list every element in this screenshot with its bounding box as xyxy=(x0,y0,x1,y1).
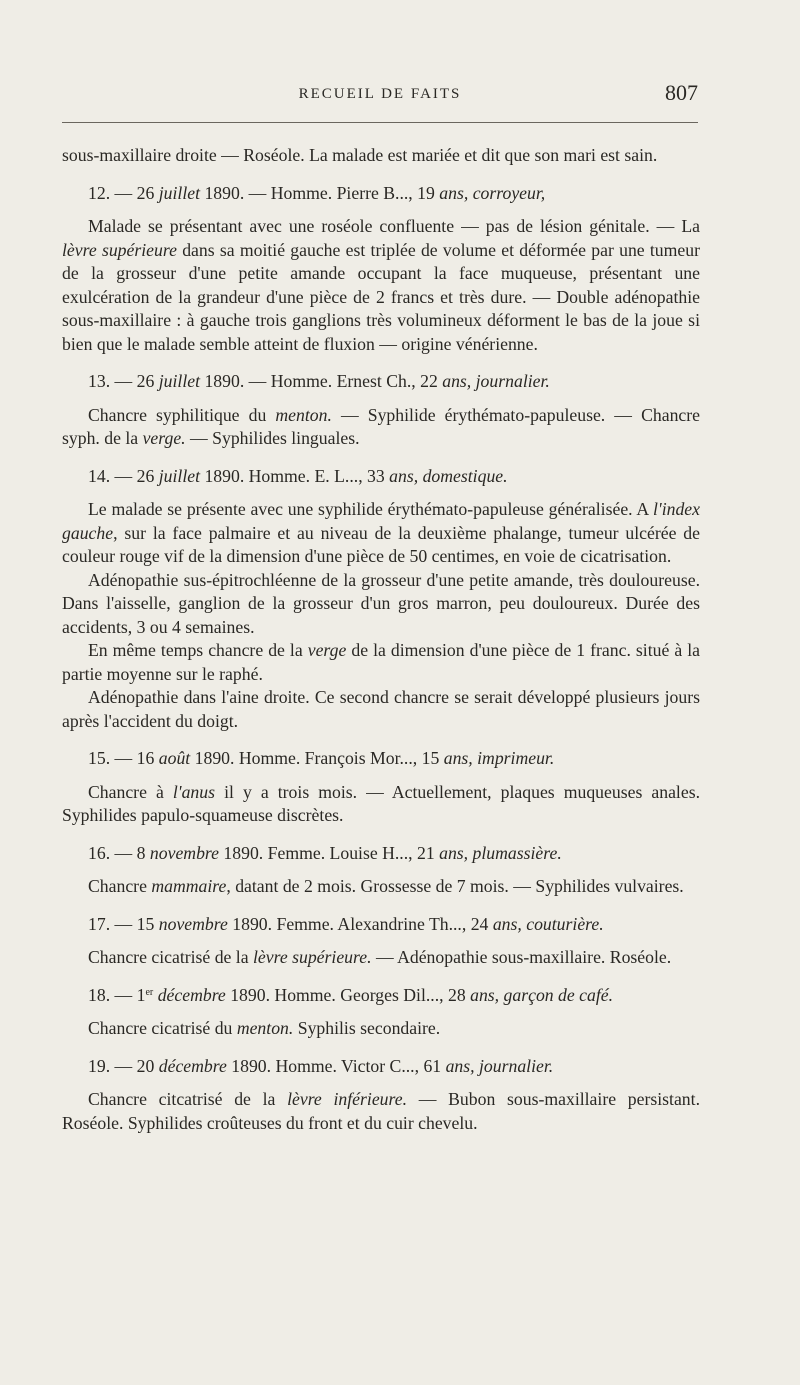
case-number: 14. xyxy=(88,465,111,486)
case-number: 12. xyxy=(88,182,111,203)
case-patient-name: Victor C..., xyxy=(341,1055,420,1076)
case-patient-name: E. L..., xyxy=(314,465,363,486)
case-year: 1890. xyxy=(204,371,245,391)
case-description xyxy=(62,1088,700,1135)
text-run: — Bubon sous-maxillaire persistant. Roséole. Syphilides croûteuses du front et du cuir chevelu. xyxy=(62,1089,700,1133)
page-number: 807 xyxy=(665,80,698,105)
case-age-unit: ans, xyxy=(389,465,419,486)
text-run: Chancre cicatrisé de la xyxy=(88,947,253,967)
case-age: 24 xyxy=(470,913,489,934)
text-run: Chancre citcatrisé de la xyxy=(88,1089,288,1109)
case-number: 13. xyxy=(88,371,111,391)
case-number: 19. xyxy=(88,1055,111,1076)
case-age-unit: ans, xyxy=(439,182,469,203)
case-description xyxy=(62,875,700,899)
text-run: — Syphilides linguales. xyxy=(185,428,360,448)
case-year: 1890. xyxy=(223,842,264,863)
italic-term: lèvre supérieure. xyxy=(253,947,372,967)
text-run: il y a trois mois. — Actuellement, plaques muqueuses anales. Syphilides papulo-squameuse discrètes. xyxy=(62,781,700,825)
italic-term: l'index gauche xyxy=(62,499,700,543)
case-age: 21 xyxy=(417,842,435,863)
case-sex: Femme. xyxy=(276,913,334,934)
case-separator: — xyxy=(110,984,137,1005)
case-patient-name: Alexandrine Th..., xyxy=(337,913,467,934)
case-day: 20 xyxy=(136,1055,155,1076)
page-header xyxy=(62,80,698,114)
header-rule xyxy=(62,122,698,123)
italic-term: lèvre inférieure. xyxy=(287,1089,408,1109)
case-sex: Homme. xyxy=(238,748,301,768)
case-description xyxy=(62,686,700,733)
case-separator: — xyxy=(244,371,271,391)
text-run: — Syphilide érythémato-papuleuse. — Chancre syph. de la xyxy=(62,404,701,448)
case-patient-name: Georges Dil..., xyxy=(340,984,444,1005)
case-occupation: journalier. xyxy=(475,371,550,391)
case-occupation: garçon de café. xyxy=(503,984,614,1005)
case-month: juillet xyxy=(158,371,201,391)
text-run: Adénopathie dans l'aine droite. Ce second chancre se serait développé plusieurs jours après l'accident du doigt. xyxy=(62,687,700,731)
case-sex: Femme. xyxy=(267,842,326,863)
text-run: Chancre cicatrisé du xyxy=(88,1018,237,1038)
case-month: décembre xyxy=(157,984,226,1005)
case-separator: — xyxy=(110,1055,137,1076)
text-run: de la dimension d'une pièce de 1 franc. situé à la partie moyenne sur le raphé. xyxy=(62,640,701,684)
case-heading xyxy=(62,913,700,937)
text-run: , sur la face palmaire et au niveau de la deuxième phalange, tumeur ulcérée de couleur rouge vif de la dimension d'une pièce de 50 centimes, en voie de cicatrisation. xyxy=(62,522,700,566)
case-age: 33 xyxy=(367,465,385,486)
case-occupation: journalier. xyxy=(478,1055,554,1076)
case-heading xyxy=(62,465,700,489)
case-heading xyxy=(62,984,700,1008)
case-age-unit: ans, xyxy=(470,984,500,1005)
case-occupation: couturière. xyxy=(526,913,604,934)
case-month: décembre xyxy=(158,1055,227,1076)
case-age-unit: ans, xyxy=(442,371,472,391)
case-age-unit: ans, xyxy=(443,748,473,768)
case-year: 1890. xyxy=(204,465,245,486)
case-month: juillet xyxy=(158,182,201,203)
case-month: novembre xyxy=(158,913,228,934)
case-separator: — xyxy=(110,465,137,486)
case-age: 19 xyxy=(417,182,435,203)
case-year: 1890. xyxy=(231,1055,272,1076)
case-year: 1890. xyxy=(194,748,235,768)
case-age: 15 xyxy=(421,748,440,768)
case-sex: Homme. xyxy=(275,1055,337,1076)
case-description xyxy=(62,946,700,970)
case-patient-name: Pierre B..., xyxy=(336,182,413,203)
text-run: , datant de 2 mois. Grossesse de 7 mois. — Syphilides vulvaires. xyxy=(226,876,684,896)
case-description xyxy=(62,639,700,686)
case-occupation: imprimeur. xyxy=(477,748,555,768)
case-age: 22 xyxy=(420,371,438,391)
case-patient-name: François Mor..., xyxy=(304,748,418,768)
case-month: août xyxy=(158,748,191,768)
case-separator: — xyxy=(110,371,137,391)
case-age: 28 xyxy=(448,984,466,1005)
case-month: novembre xyxy=(149,842,219,863)
italic-term: menton. xyxy=(236,1018,294,1038)
case-separator: — xyxy=(110,182,137,203)
text-run: Adénopathie sus-épitrochléenne de la grosseur d'une petite amande, très douloureuse. Dans l'aisselle, ganglion de la grosseur d'un gros marron, peu douloureux. Durée des accidents, 3 ou 4 semaines. xyxy=(62,569,700,637)
text-body xyxy=(62,144,700,1135)
case-description xyxy=(62,404,700,451)
italic-term: verge xyxy=(307,640,347,660)
case-separator: — xyxy=(244,182,271,203)
case-day: 26 xyxy=(136,182,155,203)
case-number: 18. xyxy=(88,984,111,1005)
case-day: 8 xyxy=(136,842,146,863)
italic-term: verge. xyxy=(142,428,186,448)
case-patient-name: Louise H..., xyxy=(329,842,413,863)
case-day-suffix: er xyxy=(145,986,154,998)
case-year: 1890. xyxy=(232,913,273,934)
case-age-unit: ans, xyxy=(492,913,522,934)
case-separator: — xyxy=(110,748,137,768)
case-day: 26 xyxy=(136,371,155,391)
text-run: Chancre à xyxy=(88,781,173,802)
text-run: Chancre syphilitique du xyxy=(88,404,276,425)
case-sex: Homme. xyxy=(274,984,336,1005)
case-number: 17. xyxy=(88,913,111,934)
case-year: 1890. xyxy=(230,984,270,1005)
text-run: Malade se présentant avec une roséole confluente — pas de lésion génitale. — La xyxy=(88,216,700,236)
case-description xyxy=(62,1017,700,1041)
intro-paragraph: sous-maxillaire droite — Roséole. La malade est mariée et dit que son mari est sain. xyxy=(62,145,658,165)
case-day: 16 xyxy=(136,748,155,768)
text-run: dans sa moitié gauche est triplée de volume et déformée par une tumeur de la grosseur d'une petite amande occupant la face muqueuse, présentant une exulcération de la grandeur d'une pièce de 2 francs et très dure. — Double adénopathie sous-maxillaire : à gauche trois ganglions très volumineux déforment le bas de la joue si bien que le malade semble atteint de fluxion — origine vénérienne. xyxy=(62,239,700,354)
case-sex: Homme. xyxy=(248,465,311,486)
case-occupation: domestique. xyxy=(422,465,508,486)
case-separator: — xyxy=(110,842,137,863)
case-sex: Homme. xyxy=(270,182,333,203)
text-run: — Adénopathie sous-maxillaire. Roséole. xyxy=(371,947,672,967)
case-year: 1890. xyxy=(204,182,245,203)
case-month: juillet xyxy=(158,465,201,486)
text-run: Le malade se présente avec une syphilide érythémato-papuleuse généralisée. A xyxy=(88,499,653,519)
case-age-unit: ans, xyxy=(439,842,469,863)
case-heading xyxy=(62,842,700,866)
case-number: 16. xyxy=(88,842,111,863)
case-description xyxy=(62,215,700,356)
case-occupation: corroyeur, xyxy=(472,182,546,203)
italic-term: mammaire xyxy=(151,876,227,896)
case-description xyxy=(62,498,700,569)
case-sex: Homme. xyxy=(270,371,333,391)
case-heading xyxy=(62,747,700,771)
case-age: 61 xyxy=(423,1055,442,1076)
case-day: 15 xyxy=(136,913,155,934)
case-description xyxy=(62,569,700,640)
running-title: RECUEIL DE FAITS xyxy=(298,86,462,102)
text-run: En même temps chancre de la xyxy=(88,640,308,660)
case-heading xyxy=(62,182,700,206)
case-patient-name: Ernest Ch., xyxy=(336,371,416,391)
text-run: Chancre xyxy=(88,876,152,896)
case-number: 15. xyxy=(88,748,111,768)
italic-term: menton. xyxy=(275,404,332,425)
case-occupation: plumassière. xyxy=(472,842,562,863)
italic-term: lèvre supérieure xyxy=(62,239,177,260)
case-age-unit: ans, xyxy=(445,1055,475,1076)
case-heading xyxy=(62,1055,700,1079)
text-run: Syphilis secondaire. xyxy=(293,1018,441,1038)
italic-term: l'anus xyxy=(172,781,216,802)
case-separator: — xyxy=(110,913,137,934)
case-description xyxy=(62,781,700,828)
case-day: 1 xyxy=(136,984,146,1005)
case-day: 26 xyxy=(136,465,155,486)
case-heading xyxy=(62,370,700,394)
